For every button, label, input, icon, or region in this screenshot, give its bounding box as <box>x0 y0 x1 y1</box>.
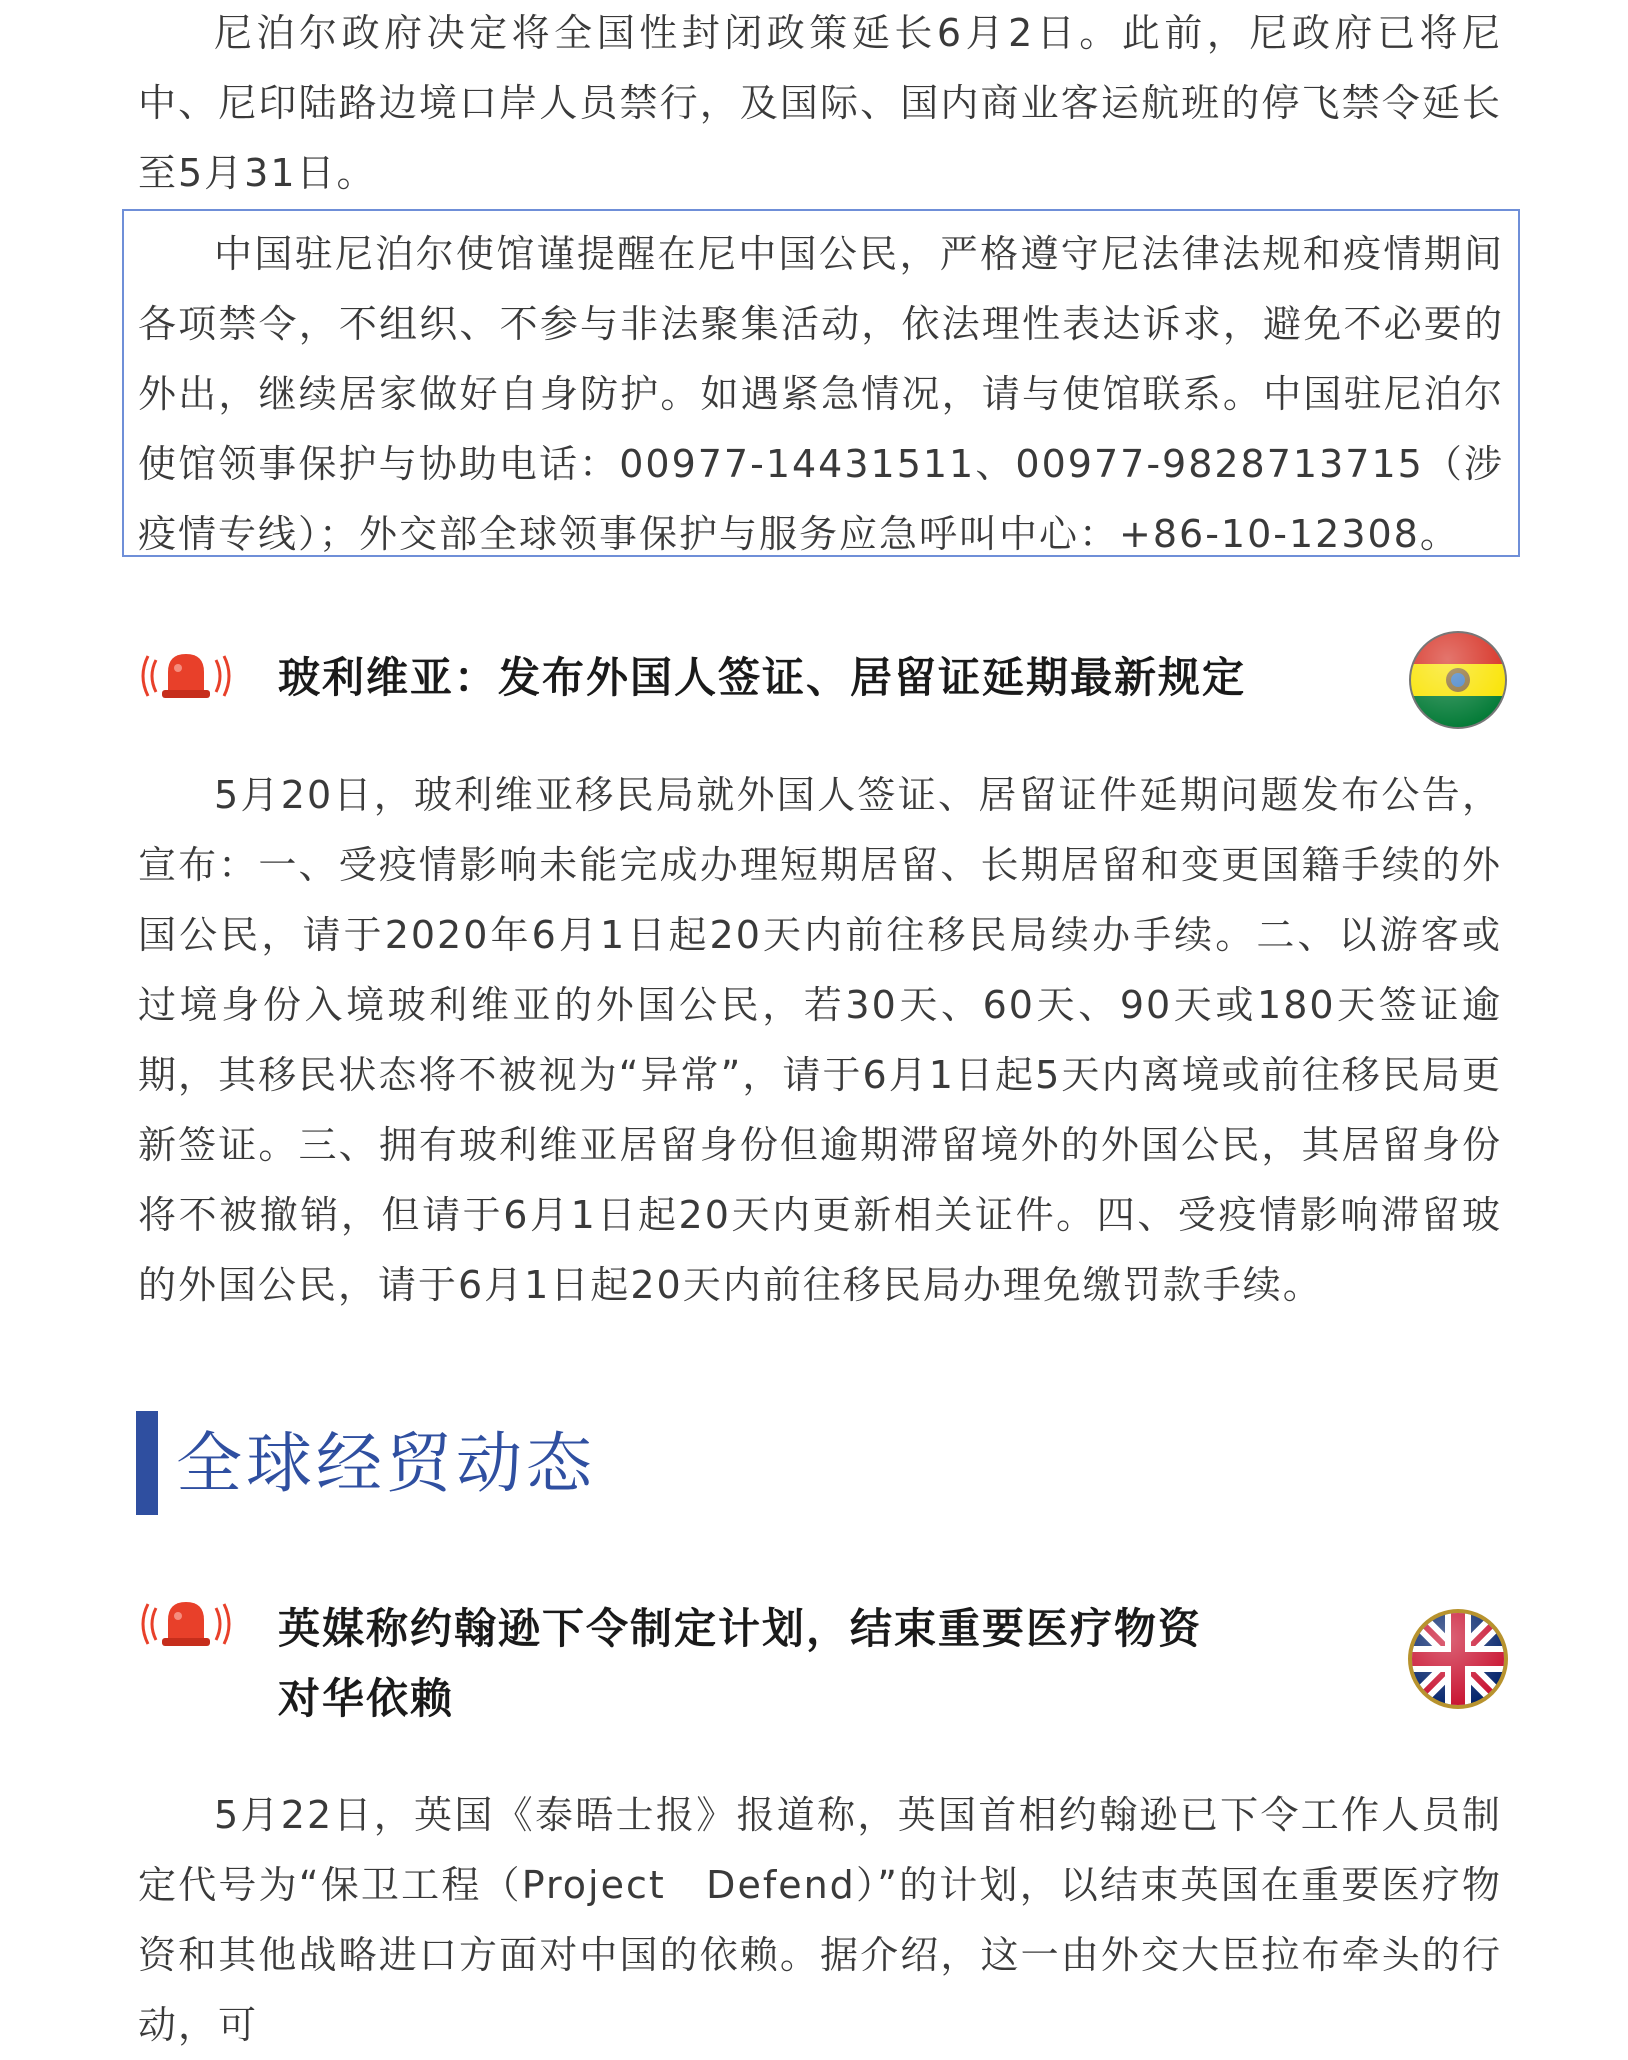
bolivia-paragraph: 5月20日，玻利维亚移民局就外国人签证、居留证件延期问题发布公告，宣布：一、受疫情影响未能完成办理短期居留、长期居留和变更国籍手续的外国公民，请于2020年6月1日起20天内前往移民局续办手续。二、以游客或过境身份入境玻利维亚的外国公民，若30天、60天、90天或180天签证逾期，其移民状态将不被视为“异常”，请于6月1日起5天内离境或前往移民局更新签证。三、拥有玻利维亚居留身份但逾期滞留境外的外国公民，其居留身份将不被撤销，但请于6月1日起20天内更新相关证件。四、受疫情影响滞留玻的外国公民，请于6月1日起20天内前往移民局办理免缴罚款手续。 <box>138 773 1502 1307</box>
uk-heading-line2: 对华依赖 <box>278 1674 455 1723</box>
uk-paragraph: 5月22日，英国《泰晤士报》报道称，英国首相约翰逊已下令工作人员制定代号为“保卫工程（Project Defend）”的计划，以结束英国在重要医疗物资和其他战略进口方面对中国的依赖。据介绍，这一由外交大臣拉布牵头的行动，可 <box>138 1793 1502 2047</box>
nepal-paragraph: 尼泊尔政府决定将全国性封闭政策延长6月2日。此前，尼政府已将尼中、尼印陆路边境口岸人员禁行，及国际、国内商业客运航班的停飞禁令延长至5月31日。 <box>138 11 1502 195</box>
bolivia-heading: 玻利维亚：发布外国人签证、居留证延期最新规定 <box>278 653 1247 702</box>
alarm-bell-icon <box>138 1594 234 1654</box>
section-title: 全球经贸动态 <box>176 1425 596 1502</box>
alarm-bell-icon <box>138 646 234 706</box>
uk-heading-line1: 英媒称约翰逊下令制定计划，结束重要医疗物资 <box>278 1604 1203 1653</box>
embassy-notice-text: 中国驻尼泊尔使馆谨提醒在尼中国公民，严格遵守尼法律法规和疫情期间各项禁令，不组织、不参与非法聚集活动，依法理性表达诉求，避免不必要的外出，继续居家做好自身防护。如遇紧急情况，请与使馆联系。中国驻尼泊尔使馆领事保护与协助电话：00977-14431511、00977-9828713715（涉疫情专线）；外交部全球领事保护与服务应急呼叫中心：+86-10-12308。 <box>138 232 1504 556</box>
embassy-notice-box <box>122 209 1520 557</box>
uk-flag-icon <box>1406 1607 1510 1711</box>
section-accent-bar <box>136 1411 158 1515</box>
bolivia-flag-icon <box>1406 628 1510 732</box>
